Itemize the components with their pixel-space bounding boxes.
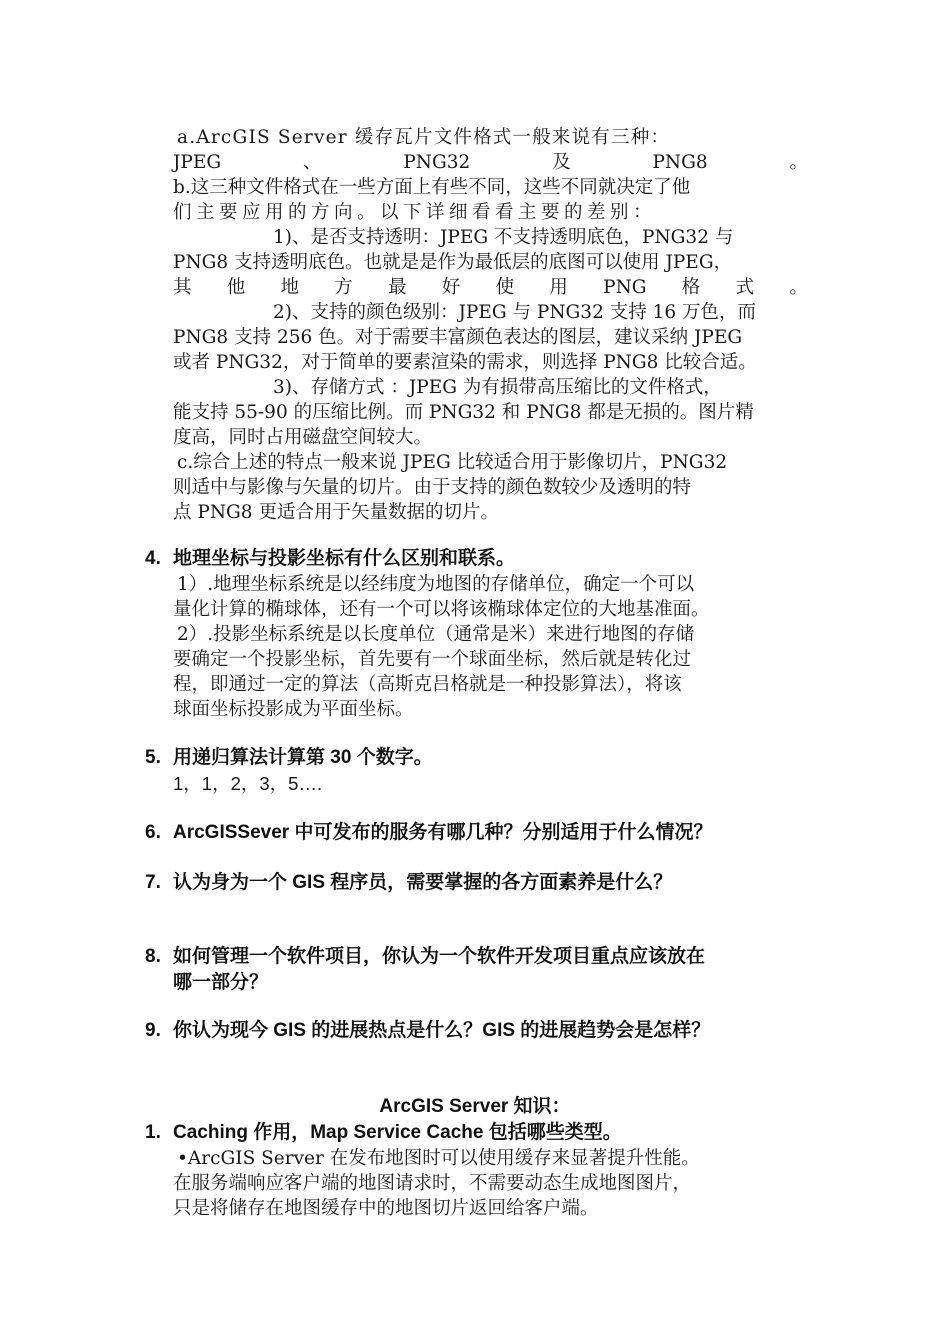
- question-number: 5.: [145, 747, 161, 768]
- question-5-answer: [173, 771, 808, 796]
- answer-line: •ArcGIS Server 在发布地图时可以使用缓存来显著提升性能。: [177, 1148, 700, 1169]
- format-line-p1-3: 其 他 地 方 最 好 使 用 PNG 格 式 。: [173, 277, 808, 298]
- format-line-p3-1: 3)、存储方式 ：JPEG 为有损带高压缩比的文件格式，: [273, 377, 722, 398]
- answer-line: 1，1，2，3，5….: [173, 773, 323, 794]
- format-line-b1: b.这三种文件格式在一些方面上有些不同，这些不同就决定了他: [173, 177, 691, 198]
- format-line-p3-2: 能支持 55-90 的压缩比例。而 PNG32 和 PNG8 都是无损的。图片精: [173, 402, 754, 423]
- question-5: [145, 745, 825, 771]
- format-line-p3-3: 度高，同时占用磁盘空间较大。: [173, 427, 433, 448]
- format-line-a2: JPEG 、 PNG32 及 PNG8 。: [173, 152, 808, 173]
- answer-line: 1）.地理坐标系统是以经纬度为地图的存储单位，确定一个可以: [177, 574, 695, 595]
- question-4: [145, 546, 825, 572]
- question-number: 7.: [145, 872, 161, 893]
- question-title: 地理坐标与投影坐标有什么区别和联系。: [173, 548, 516, 569]
- question-title-line1: 如何管理一个软件项目，你认为一个软件开发项目重点应该放在: [173, 946, 706, 967]
- answer-line: 2）.投影坐标系统是以长度单位（通常是米）来进行地图的存储: [177, 624, 695, 645]
- question-number: 8.: [145, 946, 161, 967]
- answer-line: 球面坐标投影成为平面坐标。: [173, 699, 414, 720]
- question-4-answer: [173, 572, 808, 722]
- question-6: [145, 820, 825, 846]
- format-line-a1: a.ArcGIS Server 缓存瓦片文件格式一般来说有三种：: [177, 127, 671, 148]
- question-title: Caching 作用，Map Service Cache 包括哪些类型。: [173, 1122, 622, 1143]
- question-number: 1.: [145, 1122, 161, 1143]
- format-line-b2: 们主要应用的方向。以下详细看看主要的差别：: [173, 202, 657, 223]
- question-number: 9.: [145, 1020, 161, 1041]
- question-title: ArcGISSever 中可发布的服务有哪几种？分别适用于什么情况？: [173, 822, 713, 843]
- question-title: 用递归算法计算第 30 个数字。: [173, 747, 433, 768]
- answer-line: 程，即通过一定的算法（高斯克吕格就是一种投影算法），将该: [173, 674, 682, 695]
- question-title-line2: 哪一部分？: [173, 972, 269, 993]
- question-number: 6.: [145, 822, 161, 843]
- format-line-c1: c.综合上述的特点一般来说 JPEG 比较适合用于影像切片，PNG32: [177, 452, 728, 473]
- format-line-p2-1: 2)、支持的颜色级别：JPEG 与 PNG32 支持 16 万色，而: [273, 302, 757, 323]
- answer-line: 只是将储存在地图缓存中的地图切片返回给客户端。: [173, 1198, 599, 1219]
- question-number: 4.: [145, 548, 161, 569]
- format-line-p2-3: 或者 PNG32，对于简单的要素渲染的需求，则选择 PNG8 比较合适。: [173, 352, 757, 373]
- format-line-p2-2: PNG8 支持 256 色。对于需要丰富颜色表达的图层，建议采纳 JPEG: [173, 327, 743, 348]
- format-line-c3: 点 PNG8 更适合用于矢量数据的切片。: [173, 502, 499, 523]
- answer-line: 在服务端响应客户端的地图请求时，不需要动态生成地图图片，: [173, 1173, 692, 1194]
- tile-format-paragraphs: [173, 125, 808, 525]
- question-7: [145, 870, 825, 896]
- question-title: 你认为现今 GIS 的进展热点是什么？GIS 的进展趋势会是怎样？: [173, 1020, 711, 1041]
- format-line-p1-2: PNG8 支持透明底色。也就是是作为最低层的底图可以使用 JPEG，: [173, 252, 733, 273]
- format-line-c2: 则适中与影像与矢量的切片。由于支持的颜色数较少及透明的特: [173, 477, 692, 498]
- question-8: [145, 944, 825, 996]
- section-heading: ArcGIS Server 知识：: [379, 1096, 571, 1117]
- arcgis-question-1: [145, 1120, 825, 1146]
- format-line-p1-1: 1)、是否支持透明：JPEG 不支持透明底色，PNG32 与: [273, 227, 734, 248]
- question-title: 认为身为一个 GIS 程序员，需要掌握的各方面素养是什么？: [173, 872, 673, 893]
- answer-line: 量化计算的椭球体，还有一个可以将该椭球体定位的大地基准面。: [173, 599, 710, 620]
- answer-line: 要确定一个投影坐标，首先要有一个球面坐标，然后就是转化过: [173, 649, 692, 670]
- arcgis-question-1-answer: [173, 1146, 808, 1221]
- question-9: [145, 1018, 825, 1044]
